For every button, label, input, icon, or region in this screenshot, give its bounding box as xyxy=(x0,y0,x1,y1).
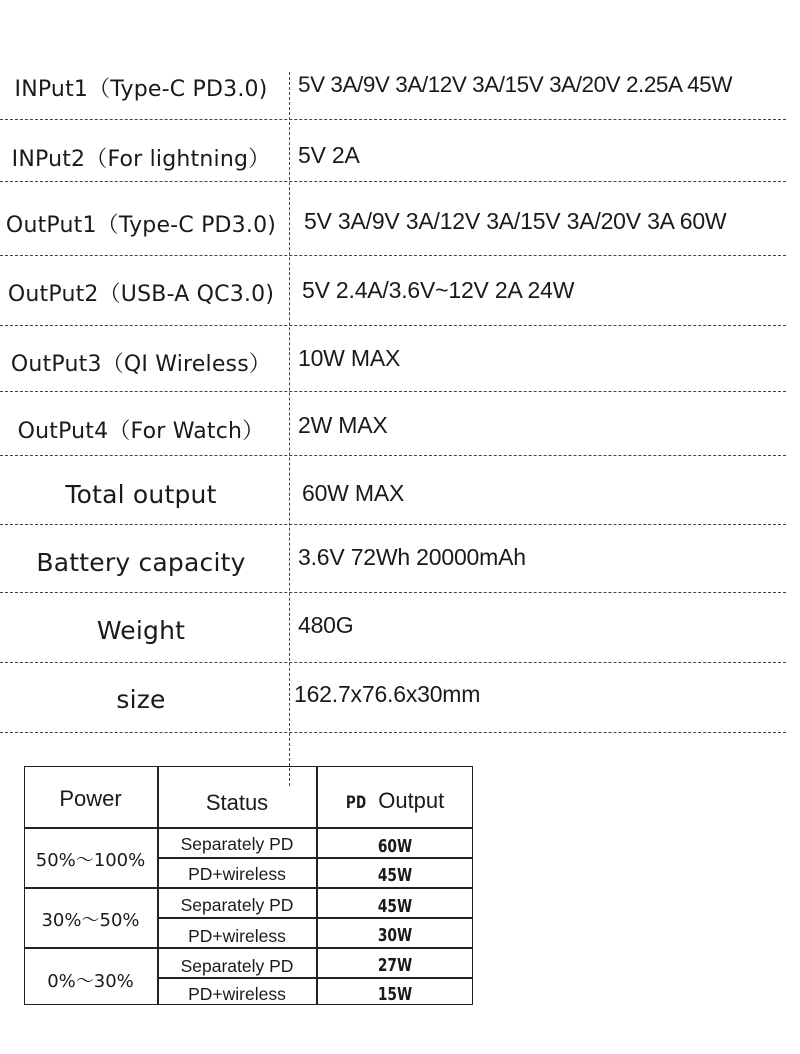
spec-value: 2W MAX xyxy=(298,412,388,438)
table-line xyxy=(24,947,473,949)
output-cell: 45W xyxy=(377,896,413,917)
row-divider xyxy=(0,325,786,326)
row-divider xyxy=(0,119,786,120)
spec-label: INPut1（Type-C PD3.0) xyxy=(14,77,268,102)
spec-label: Total output xyxy=(65,480,217,509)
spec-label: OutPut1（Type-C PD3.0) xyxy=(5,213,277,238)
status-cell: Separately PD xyxy=(180,834,294,854)
spec-value: 162.7x76.6x30mm xyxy=(294,681,481,707)
output-cell: 27W xyxy=(377,955,413,976)
spec-table xyxy=(0,52,800,732)
status-cell: PD+wireless xyxy=(188,926,286,946)
spec-label: size xyxy=(116,685,166,714)
table-line xyxy=(24,827,473,829)
row-divider xyxy=(0,181,786,182)
status-cell: PD+wireless xyxy=(188,864,286,884)
header-status: Status xyxy=(205,790,269,815)
row-divider xyxy=(0,255,786,256)
spec-value: 10W MAX xyxy=(298,345,401,371)
header-output: Output xyxy=(378,788,445,813)
spec-label: INPut2（For lightning） xyxy=(11,147,271,172)
spec-label: Weight xyxy=(96,616,186,645)
status-cell: PD+wireless xyxy=(188,984,286,1004)
output-cell: 60W xyxy=(377,836,413,857)
spec-value: 5V 2.4A/3.6V~12V 2A 24W xyxy=(302,277,575,303)
spec-value: 3.6V 72Wh 20000mAh xyxy=(298,544,526,570)
output-cell: 30W xyxy=(377,925,413,946)
spec-label: OutPut3（QI Wireless） xyxy=(10,352,272,377)
status-cell: Separately PD xyxy=(180,895,294,915)
table-line xyxy=(157,857,473,859)
spec-value: 480G xyxy=(298,612,354,638)
row-divider xyxy=(0,391,786,392)
power-range: 50%～100% xyxy=(35,850,146,871)
power-range: 30%～50% xyxy=(41,910,140,931)
table-line xyxy=(157,917,473,919)
spec-value: 60W MAX xyxy=(302,480,405,506)
row-divider xyxy=(0,524,786,525)
spec-value: 5V 3A/9V 3A/12V 3A/15V 3A/20V 3A 60W xyxy=(304,208,727,234)
row-divider xyxy=(0,732,786,733)
status-cell: Separately PD xyxy=(180,956,294,976)
spec-value: 5V 2A xyxy=(298,142,360,168)
spec-label: OutPut2（USB-A QC3.0) xyxy=(7,282,275,307)
spec-value: 5V 3A/9V 3A/12V 3A/15V 3A/20V 2.25A 45W xyxy=(298,72,733,97)
row-divider xyxy=(0,662,786,663)
header-pd-prefix: PD xyxy=(345,793,367,813)
row-divider xyxy=(0,592,786,593)
power-range: 0%～30% xyxy=(47,971,134,992)
power-output-table xyxy=(24,766,474,1006)
spec-label: Battery capacity xyxy=(36,548,246,577)
spec-label: OutPut4（For Watch） xyxy=(17,419,265,444)
column-divider xyxy=(289,72,290,786)
output-cell: 15W xyxy=(377,984,413,1005)
header-power: Power xyxy=(59,786,122,811)
output-cell: 45W xyxy=(377,865,413,886)
row-divider xyxy=(0,455,786,456)
table-line xyxy=(24,887,473,889)
header-pd-output xyxy=(317,788,473,814)
table-line xyxy=(157,977,473,979)
